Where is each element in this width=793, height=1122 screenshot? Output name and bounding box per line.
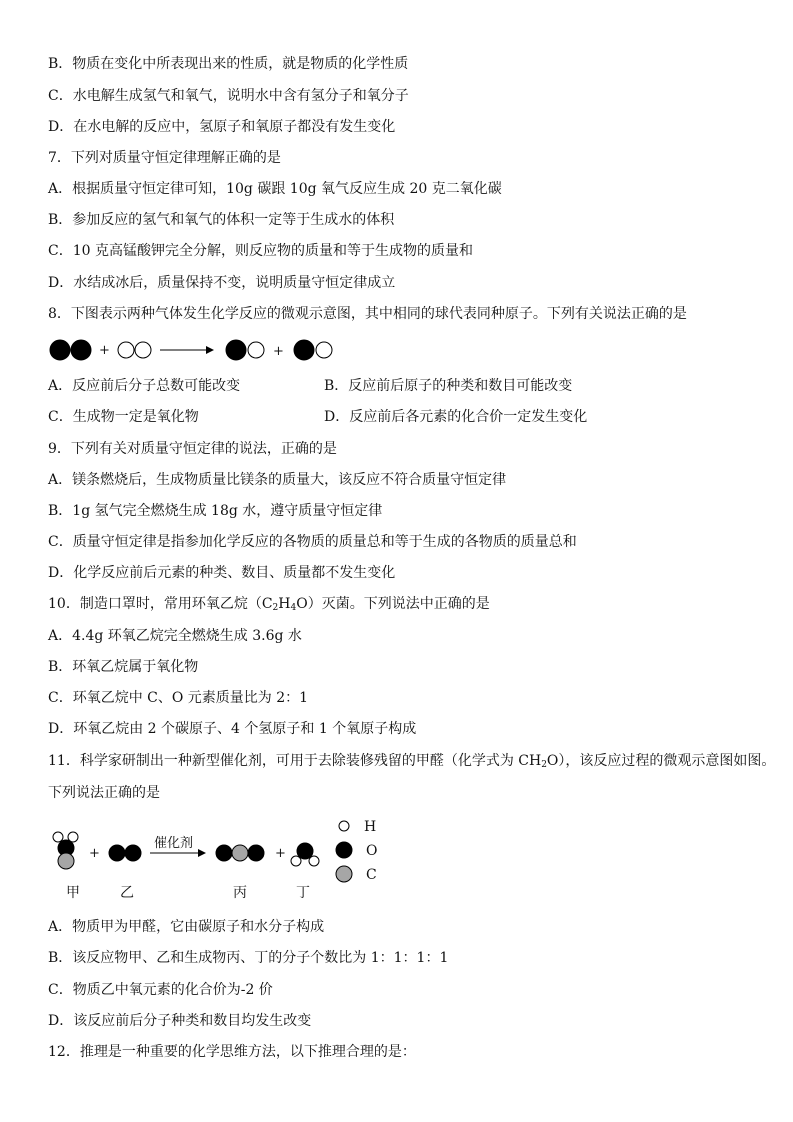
molecule-name-ding: 丁 [296,885,310,901]
q10-stem-text: 10．制造口罩时，常用环氧乙烷（C [48,596,273,612]
q11-c-atom [232,845,248,861]
catalyst-label: 催化剂 [154,836,194,851]
arrow-head-icon [198,849,206,857]
legend-h-label: H [364,819,377,835]
q11-h-atom [291,856,301,866]
q11-stem [48,752,775,770]
q6-option-b: B．物质在变化中所表现出来的性质，就是物质的化学性质 [48,56,409,72]
q9-stem: 9．下列有关对质量守恒定律的说法，正确的是 [48,441,337,457]
q7-option-a: A．根据质量守恒定律可知，10g 碳跟 10g 氧气反应生成 20 克二氧化碳 [48,181,502,197]
q11-option-c: C．物质乙中氧元素的化合价为-2 价 [48,982,273,998]
q11-h-atom [53,832,63,842]
q7-option-b: B．参加反应的氢气和氧气的体积一定等于生成水的体积 [48,212,395,228]
q8-plus-sign: + [273,344,284,359]
molecule-name-jia: 甲 [66,885,80,901]
q9-option-d: D．化学反应前后元素的种类、数目、质量都不发生变化 [48,565,396,581]
q9-option-b: B．1g 氢气完全燃烧生成 18g 水，遵守质量守恒定律 [48,503,383,519]
q11-stem-text: 11．科学家研制出一种新型催化剂，可用于去除装修残留的甲醛（化学式为 CH [48,753,542,769]
q8-option-b: B．反应前后原子的种类和数目可能改变 [324,378,573,394]
q11-stem-text: O），该反应过程的微观示意图如图。 [546,753,776,769]
q8-option-c: C．生成物一定是氧化物 [48,409,199,425]
q11-option-b: B．该反应物甲、乙和生成物丙、丁的分子个数比为 1：1：1：1 [48,950,449,966]
q10-option-d: D．环氧乙烷由 2 个碳原子、4 个氢原子和 1 个氧原子构成 [48,721,417,737]
q10-option-c: C．环氧乙烷中 C、O 元素质量比为 2：1 [48,690,309,706]
arrow-head-icon [206,346,214,354]
q11-o-atom [125,845,141,861]
q6-option-c: C．水电解生成氢气和氧气，说明水中含有氢分子和氧分子 [48,88,409,104]
q10-stem [48,595,490,613]
q11-o-atom [216,845,232,861]
q8-option-d: D．反应前后各元素的化合价一定发生变化 [324,409,588,425]
q11-plus-sign: + [275,846,286,861]
legend-o-atom [336,842,352,858]
q11-stem-line2: 下列说法正确的是 [48,785,160,801]
q9-option-c: C．质量守恒定律是指参加化学反应的各物质的质量总和等于生成的各物质的质量总和 [48,534,577,550]
q11-reaction-diagram [0,815,793,895]
q11-plus-sign: + [89,846,100,861]
legend-c-atom [336,866,352,882]
molecule-name-bing: 丙 [233,885,247,901]
q6-option-d: D．在水电解的反应中，氢原子和氧原子都没有发生变化 [48,119,396,135]
q8-plus-sign: + [99,343,110,358]
q10-option-b: B．环氧乙烷属于氧化物 [48,659,199,675]
q8-option-a: A．反应前后分子总数可能改变 [48,378,241,394]
molecule-name-yi: 乙 [120,885,134,901]
q9-option-a: A．镁条燃烧后，生成物质量比镁条的质量大，该反应不符合质量守恒定律 [48,472,507,488]
q10-option-a: A．4.4g 环氧乙烷完全燃烧生成 3.6g 水 [48,628,302,644]
q10-subscript: 4 [290,603,297,613]
q7-option-d: D．水结成冰后，质量保持不变，说明质量守恒定律成立 [48,275,396,291]
q8-white-atom [135,342,151,358]
q8-black-atom [226,340,246,360]
q11-h-atom [309,856,319,866]
q8-black-atom [71,340,91,360]
q8-white-atom [316,342,332,358]
q11-subscript: 2 [541,760,547,770]
q8-black-atom [50,340,70,360]
q12-stem: 12．推理是一种重要的化学思维方法，以下推理合理的是： [48,1044,416,1060]
q7-stem: 7．下列对质量守恒定律理解正确的是 [48,150,281,166]
q10-subscript: 2 [272,603,279,613]
q11-option-a: A．物质甲为甲醛，它由碳原子和水分子构成 [48,919,325,935]
q10-stem-text: O）灭菌。下列说法中正确的是 [296,596,490,612]
q11-o-atom [297,843,313,859]
legend-h-atom [339,821,349,831]
q11-o-atom [109,845,125,861]
legend-c-label: C [366,867,377,883]
q11-c-atom [58,853,74,869]
q7-option-c: C．10 克高锰酸钾完全分解，则反应物的质量和等于生成物的质量和 [48,243,473,259]
q11-o-atom [248,845,264,861]
q11-option-d: D．该反应前后分子种类和数目均发生改变 [48,1013,312,1029]
q8-black-atom [294,340,314,360]
q8-stem: 8．下图表示两种气体发生化学反应的微观示意图，其中相同的球代表同种原子。下列有关说法正确的是 [48,306,687,322]
legend-o-label: O [366,843,378,859]
q8-white-atom [248,342,264,358]
q8-white-atom [118,342,134,358]
q8-reaction-diagram [0,336,793,366]
q10-stem-text: H [278,596,291,612]
